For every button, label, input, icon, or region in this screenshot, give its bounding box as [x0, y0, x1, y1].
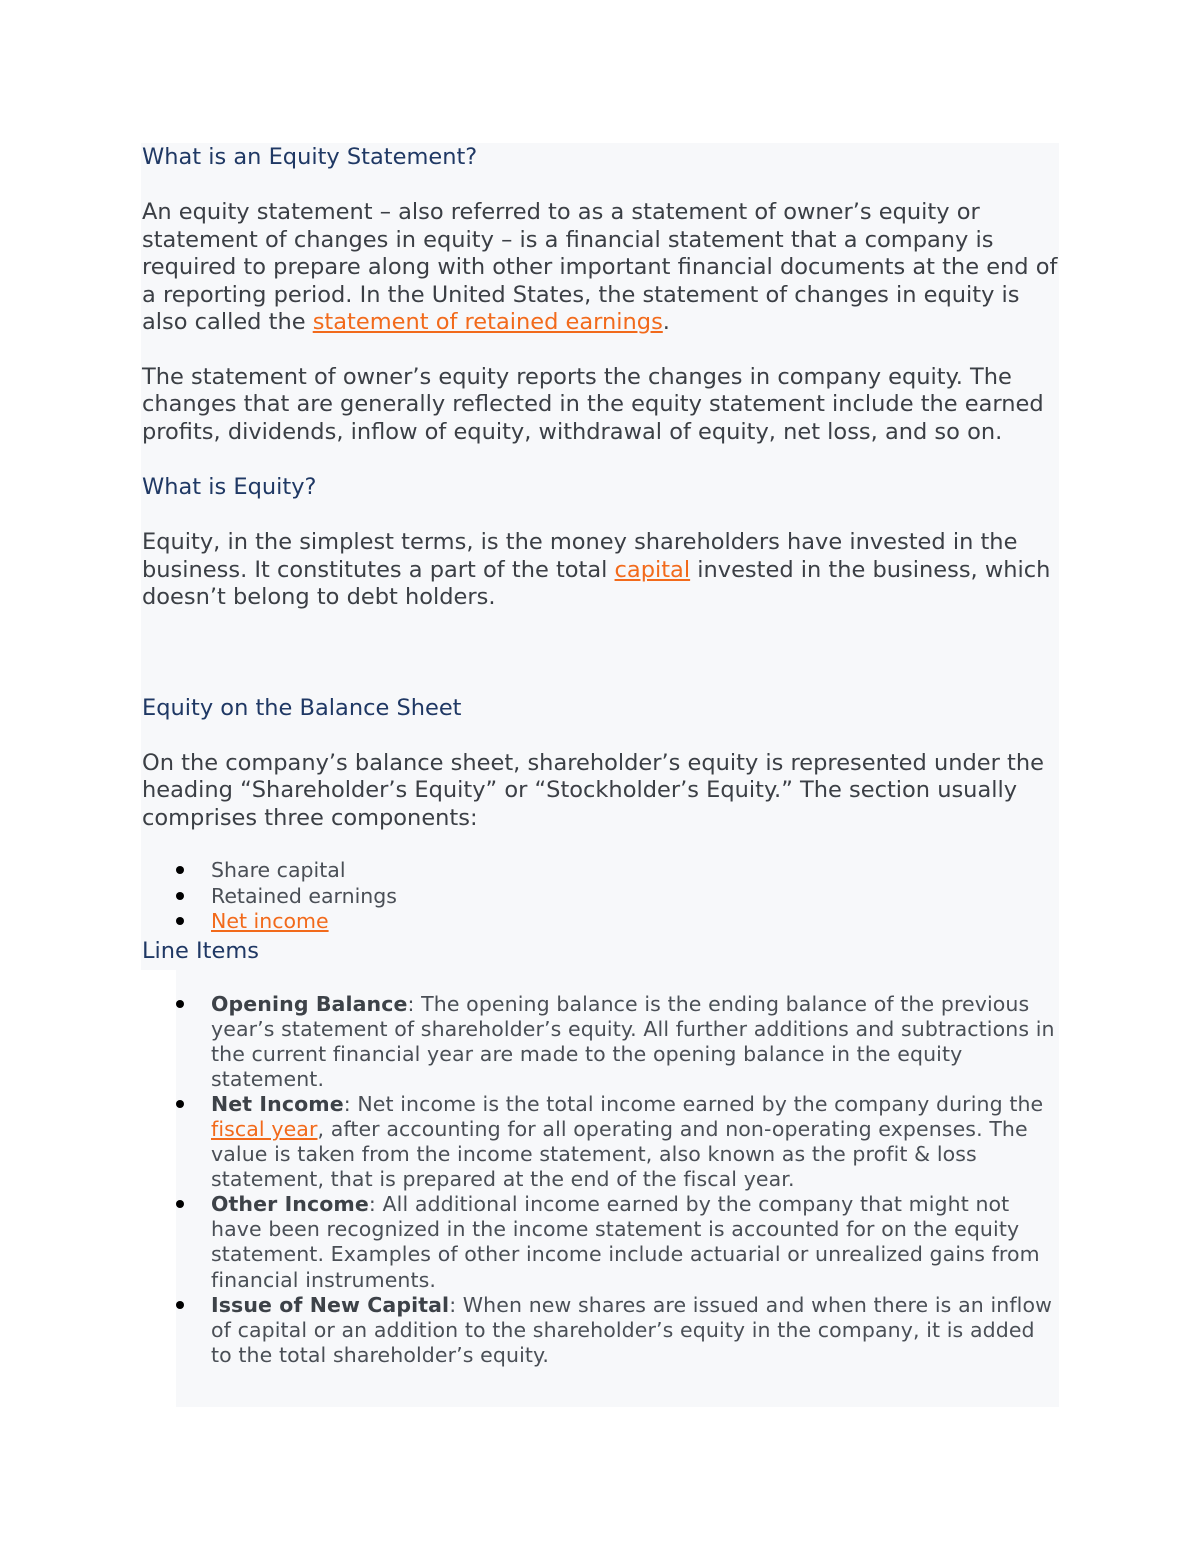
link-fiscal-year[interactable]: fiscal year — [211, 1116, 318, 1141]
term-net-income: Net Income — [211, 1091, 344, 1116]
paragraph: On the company’s balance sheet, shareholder’s equity is represented under the heading “Shareholder’s Equity” or “Stockholder’s Equity.” The section usually comprises three components: — [142, 749, 1044, 831]
term-opening-balance: Opening Balance — [211, 991, 408, 1016]
list-item: Net Income: Net income is the total income earned by the company during the fiscal year, after accounting for all operating and non-operating expenses. The value is taken from the income statement, also known as the profit & loss statement, that is prepared at the end of the fiscal year. — [142, 1092, 1062, 1192]
heading-equity-statement: What is an Equity Statement? — [142, 144, 478, 170]
link-net-income[interactable]: Net income — [211, 909, 329, 933]
heading-balance-sheet: Equity on the Balance Sheet — [142, 694, 462, 721]
document-body — [142, 143, 1062, 1368]
components-list — [142, 858, 1062, 935]
list-item: Other Income: All additional income earned by the company that might not have been recognized in the income statement is accounted for on the equity statement. Examples of other income include actuarial or unrealized gains from financial instruments. — [142, 1192, 1062, 1292]
paragraph: An equity statement – also referred to as a statement of owner’s equity or statement of changes in equity – is a financial statement that a company is required to prepare along with other important financial documents at the end of a reporting period. In the United States, the statement of changes in equity is also called the statement of retained earnings. — [142, 199, 1058, 335]
term-other-income: Other Income — [211, 1192, 369, 1217]
list-item: Issue of New Capital: When new shares are issued and when there is an inflow of capital or an addition to the shareholder’s equity in the company, it is added to the total shareholder’s equity. — [142, 1293, 1062, 1368]
list-item: Retained earnings — [142, 884, 1062, 910]
list-item: Opening Balance: The opening balance is the ending balance of the previous year’s statement of shareholder’s equity. All further additions and subtractions in the current financial year are made to the opening balance in the equity statement. — [142, 992, 1062, 1092]
link-capital[interactable]: capital — [614, 556, 691, 583]
heading-what-is-equity: What is Equity? — [142, 474, 317, 500]
list-item: Share capital — [142, 858, 1062, 884]
paragraph: The statement of owner’s equity reports the changes in company equity. The changes that are generally reflected in the equity statement include the earned profits, dividends, inflow of equity, withdrawal of equity, net loss, and so on. — [142, 363, 1044, 445]
link-statement-of-retained-earnings[interactable]: statement of retained earnings — [312, 309, 663, 335]
term-issue-of-new-capital: Issue of New Capital — [211, 1292, 450, 1317]
line-items-list — [142, 992, 1062, 1368]
paragraph: Equity, in the simplest terms, is the money shareholders have invested in the business. It constitutes a part of the total capital invested in the business, which doesn’t belong to debt holders. — [142, 529, 1051, 610]
list-item — [142, 909, 1062, 935]
heading-line-items: Line Items — [142, 937, 259, 964]
